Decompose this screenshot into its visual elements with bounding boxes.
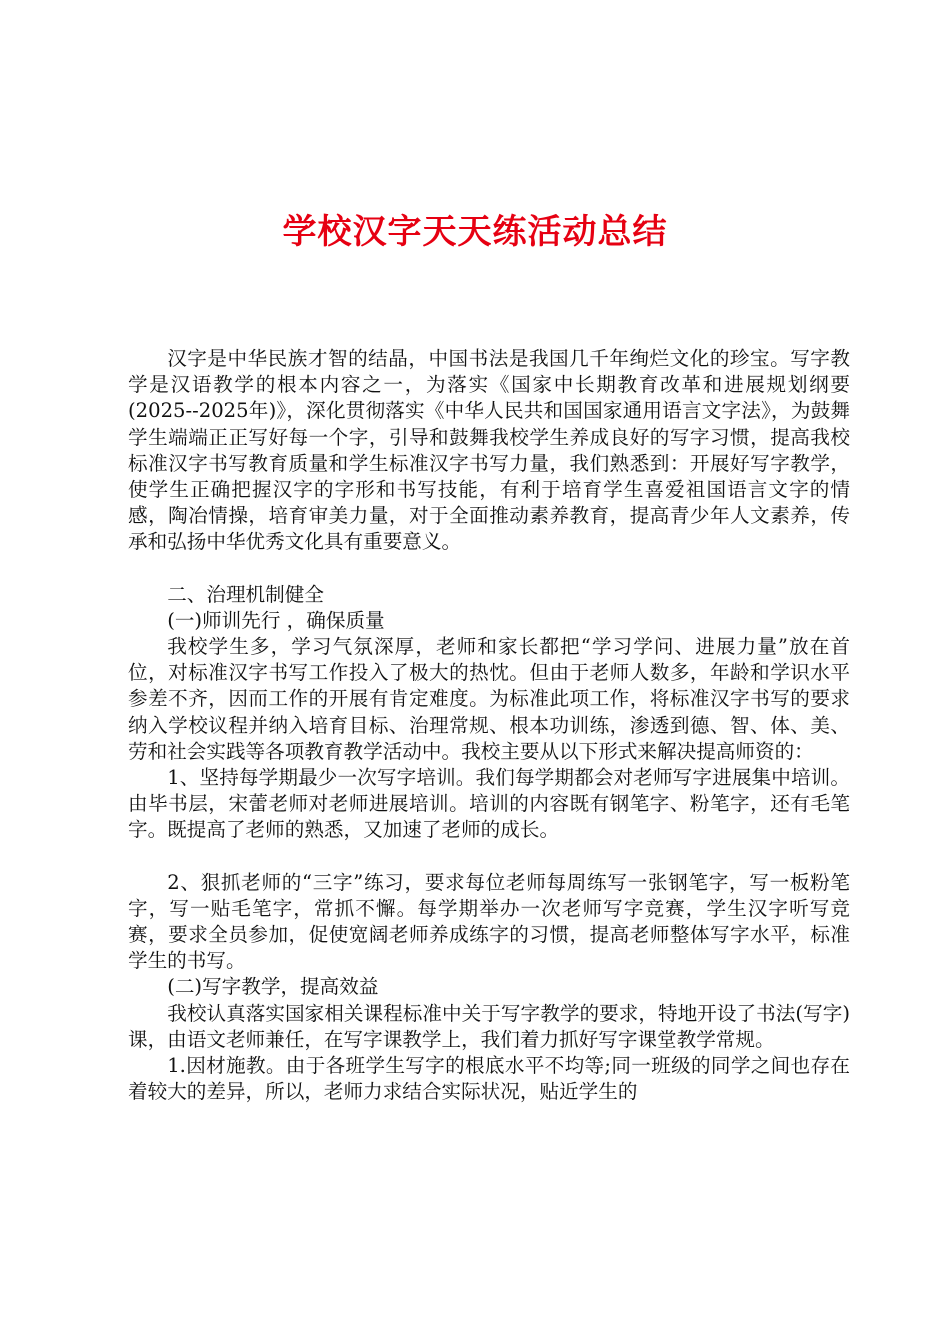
section-heading-management: 二、治理机制健全 [167, 582, 324, 606]
document-title: 学校汉字天天练活动总结 [282, 212, 668, 252]
paragraph-school-situation: 我校学生多，学习气氛深厚，老师和家长都把“学习学问、进展力量”放在首位，对标准汉字书写工作投入了极大的热忱。但由于老师人数多，年龄和学识水平参差不齐，因而工作的开展有肯定难度。为标准此项工作，将标准汉字书写的要求纳入学校议程并纳入培育目标、治理常规、根本功训练，渗透到德、智、体、美、劳和社会实践等各项教育教学活动中。我校主要从以下形式来解决提高师资的： [128, 635, 850, 763]
paragraph-teaching-item-1: 1.因材施教。由于各班学生写字的根底水平不均等;同一班级的同学之间也存在着较大的差异，所以，老师力求结合实际状况，贴近学生的 [128, 1054, 850, 1104]
paragraph-item-2: 2、狠抓老师的“三字”练习，要求每位老师每周练写一张钢笔字，写一板粉笔字，写一贴毛笔字，常抓不懈。每学期举办一次老师写字竞赛，学生汉字听写竞赛，要求全员参加，促使宽阔老师养成练字的习惯，提高老师整体写字水平，标准学生的书写。 [128, 870, 850, 973]
subsection-heading-writing-teaching: (二)写字教学，提高效益 [167, 975, 379, 999]
paragraph-intro: 汉字是中华民族才智的结晶，中国书法是我国几千年绚烂文化的珍宝。写字教学是汉语教学的根本内容之一，为落实《国家中长期教育改革和进展规划纲要(2025--2025年)》，深化贯彻落实《中华人民共和国国家通用语言文字法》，为鼓舞学生端端正正写好每一个字，引导和鼓舞我校学生养成良好的写字习惯，提高我校标准汉字书写教育质量和学生标准汉字书写力量，我们熟悉到：开展好写字教学，使学生正确把握汉字的字形和书写技能，有利于培育学生喜爱祖国语言文字的情感，陶冶情操，培育审美力量，对于全面推动素养教育，提高青少年人文素养，传承和弘扬中华优秀文化具有重要意义。 [128, 347, 850, 554]
paragraph-item-1: 1、坚持每学期最少一次写字培训。我们每学期都会对老师写字进展集中培训。由毕书层，宋蕾老师对老师进展培训。培训的内容既有钢笔字、粉笔字，还有毛笔字。既提高了老师的熟悉，又加速了老师的成长。 [128, 766, 850, 842]
paragraph-curriculum: 我校认真落实国家相关课程标准中关于写字教学的要求，特地开设了书法(写字)课，由语文老师兼任，在写字课教学上，我们着力抓好写字课堂教学常规。 [128, 1001, 850, 1051]
document-body [128, 346, 850, 1105]
subsection-heading-teacher-training: (一)师训先行 ，确保质量 [167, 608, 385, 632]
